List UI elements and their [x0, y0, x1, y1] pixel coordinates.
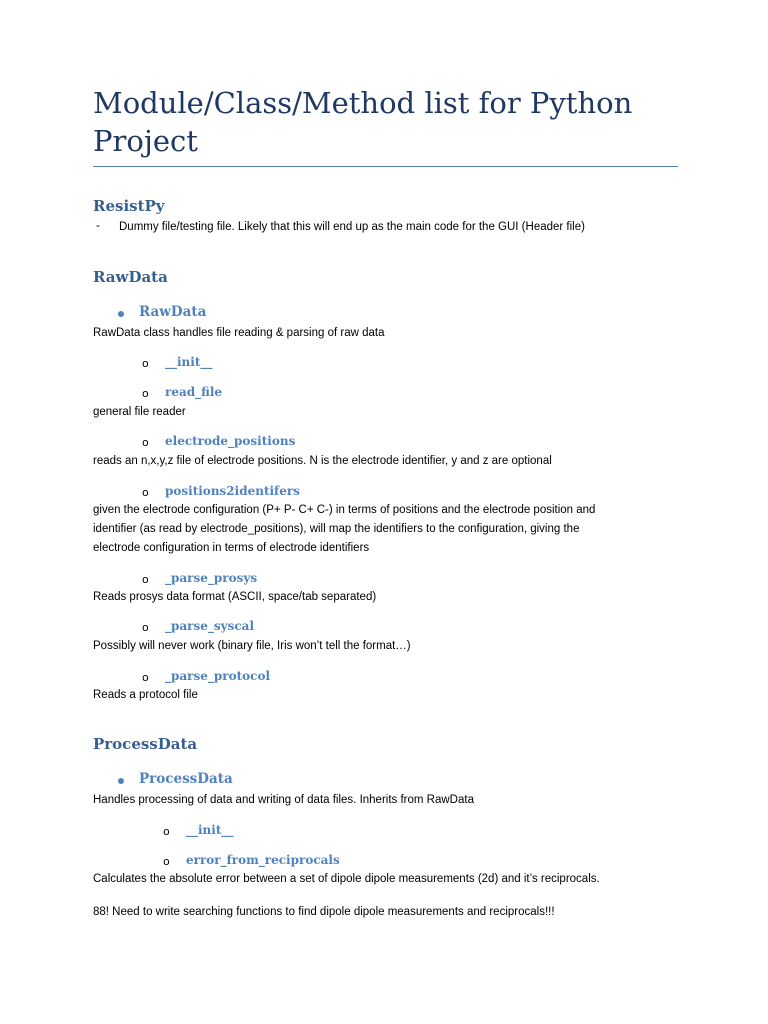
- parse-syscal-description: Possibly will never work (binary file, Iris won’t tell the format…): [93, 640, 411, 652]
- read-file-description: general file reader: [93, 406, 186, 418]
- circle-bullet-icon: o: [142, 573, 149, 586]
- class-heading-rawdata: RawData: [139, 304, 207, 320]
- section-heading-resistpy: ResistPy: [93, 197, 165, 215]
- section-heading-rawdata: RawData: [93, 268, 168, 286]
- circle-bullet-icon: o: [142, 671, 149, 684]
- circle-bullet-icon: o: [163, 855, 170, 868]
- circle-bullet-icon: o: [142, 387, 149, 400]
- positions2identifers-description-line-3: electrode configuration in terms of electrode identifiers: [93, 542, 370, 554]
- section-heading-processdata: ProcessData: [93, 735, 198, 753]
- positions2identifers-description-line-1: given the electrode configuration (P+ P- C+ C-) in terms of positions and the electrode position and: [93, 504, 596, 516]
- positions2identifers-description-line-2: identifier (as read by electrode_positions), will map the identifiers to the configuration, giving the: [93, 523, 580, 535]
- bullet-dot-icon: [118, 778, 124, 784]
- class-heading-processdata: ProcessData: [139, 771, 233, 787]
- method-heading-error-from-reciprocals: error_from_reciprocals: [186, 853, 340, 867]
- circle-bullet-icon: o: [142, 357, 149, 370]
- method-heading-init: __init__: [165, 355, 213, 369]
- method-heading-parse-protocol: _parse_protocol: [165, 669, 271, 683]
- parse-protocol-description: Reads a protocol file: [93, 689, 198, 701]
- processdata-class-description: Handles processing of data and writing of data files. Inherits from RawData: [93, 794, 474, 806]
- rawdata-class-description: RawData class handles file reading & parsing of raw data: [93, 327, 385, 339]
- document-title: Module/Class/Method list for Python Project: [93, 86, 633, 158]
- dash-bullet: -: [96, 220, 100, 232]
- method-heading-electrode-positions: electrode_positions: [165, 434, 296, 448]
- error-from-reciprocals-description: Calculates the absolute error between a set of dipole dipole measurements (2d) and it’s reciprocals.: [93, 873, 600, 885]
- resistpy-note: Dummy file/testing file. Likely that this will end up as the main code for the GUI (Header file): [119, 221, 585, 233]
- method-heading-parse-syscal: _parse_syscal: [165, 619, 255, 633]
- method-heading-processdata-init: __init__: [186, 823, 234, 837]
- circle-bullet-icon: o: [142, 621, 149, 634]
- circle-bullet-icon: o: [142, 486, 149, 499]
- circle-bullet-icon: o: [142, 436, 149, 449]
- electrode-positions-description: reads an n,x,y,z file of electrode positions. N is the electrode identifier, y and z are optional: [93, 455, 552, 467]
- circle-bullet-icon: o: [163, 825, 170, 838]
- method-heading-read-file: read_file: [165, 385, 223, 399]
- method-heading-positions2identifers: positions2identifers: [165, 484, 300, 498]
- todo-note: 88! Need to write searching functions to find dipole dipole measurements and reciprocals!!!: [93, 906, 555, 918]
- title-divider: [93, 166, 678, 167]
- method-heading-parse-prosys: _parse_prosys: [165, 571, 258, 585]
- parse-prosys-description: Reads prosys data format (ASCII, space/tab separated): [93, 591, 377, 603]
- bullet-dot-icon: [118, 311, 124, 317]
